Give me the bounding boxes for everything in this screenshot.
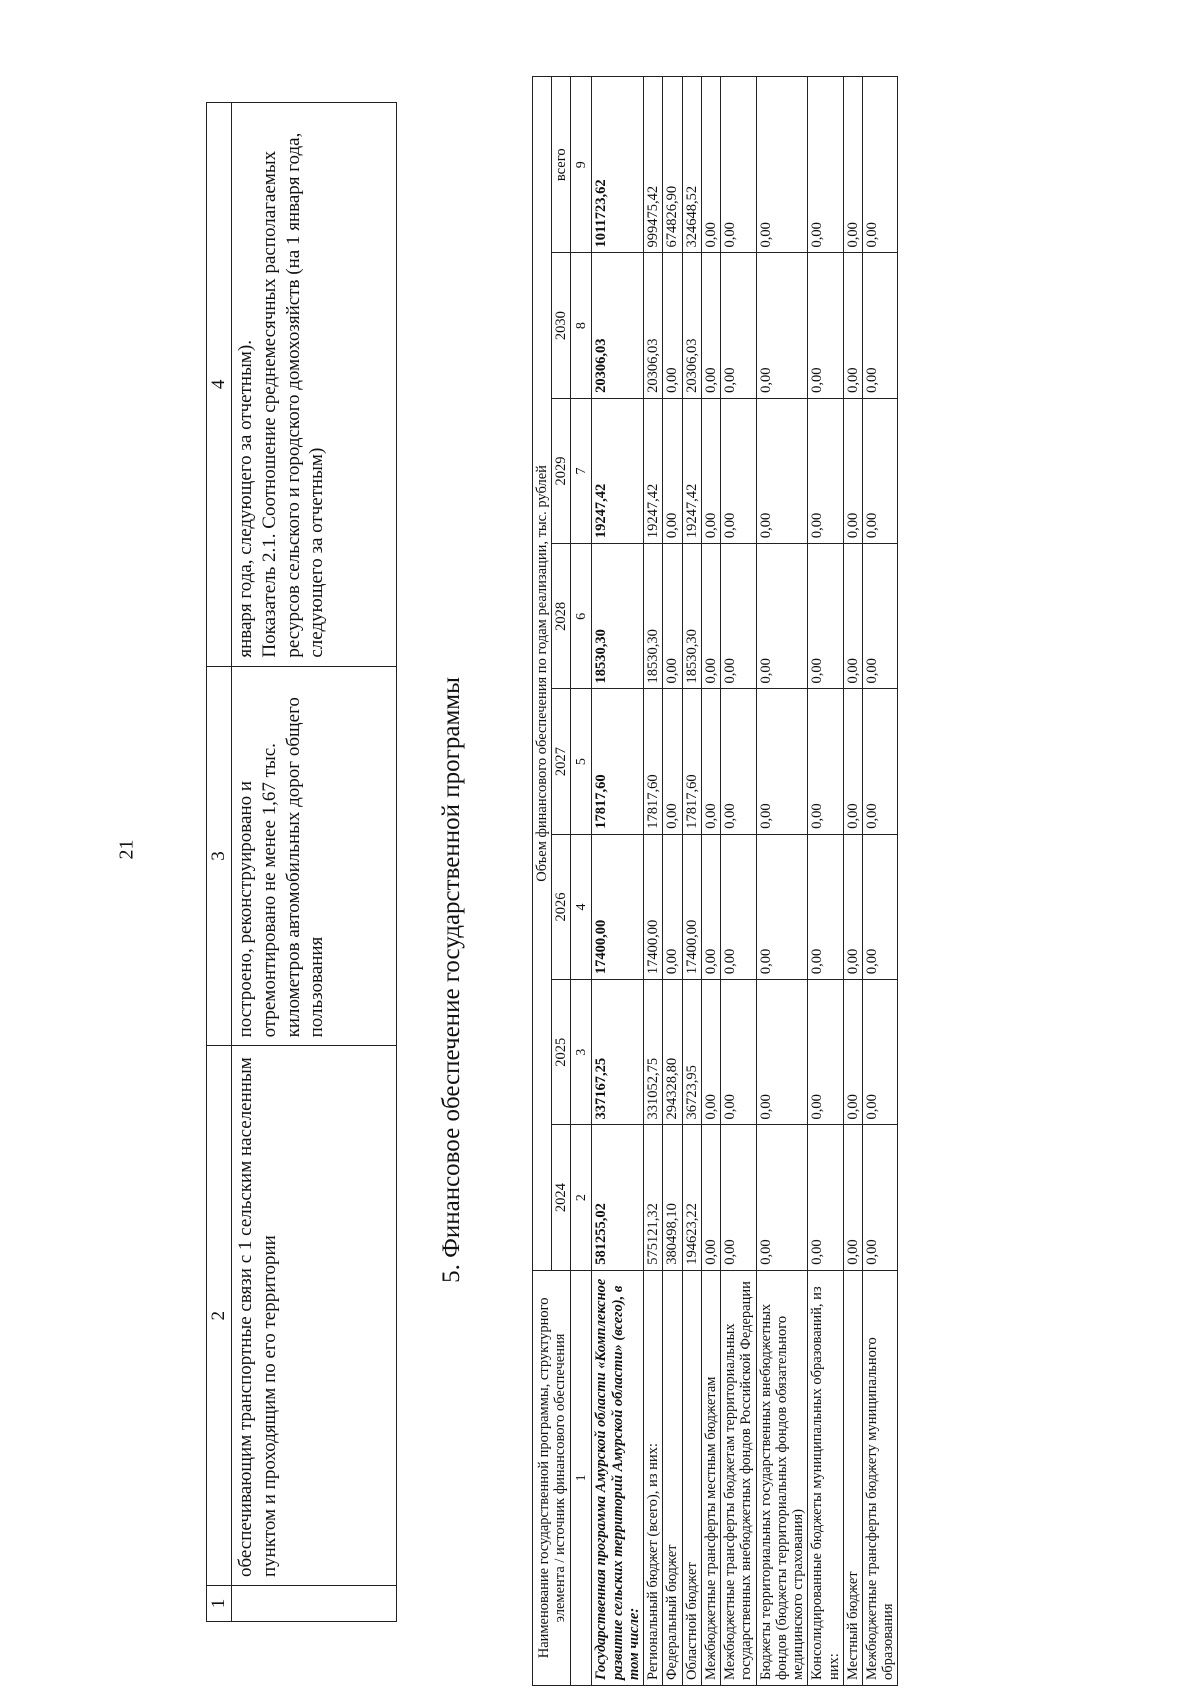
table-row [756, 77, 808, 1686]
source-name: Государственная программа Амурской области «Комплексное развитие сельских территорий Амурской области» (всего), в том числе: [592, 1270, 644, 1685]
table-row [808, 77, 843, 1686]
amount-cell: 36723,95 [682, 980, 701, 1125]
table-row [232, 103, 397, 1622]
section-heading-wrapper [438, 380, 466, 1580]
financing-table [532, 76, 898, 1686]
amount-cell: 1011723,62 [592, 77, 644, 253]
amount-cell: 0,00 [843, 980, 862, 1125]
amount-cell: 19247,42 [592, 398, 644, 543]
amount-cell: 0,00 [862, 689, 897, 834]
source-name: Межбюджетные трансферты бюджетам территориальных государственных внебюджетных фондов Российской Федерации [721, 1270, 756, 1685]
amount-cell: 0,00 [663, 834, 682, 979]
amount-cell: 19247,42 [682, 398, 701, 543]
amount-cell: 0,00 [843, 834, 862, 979]
amount-cell: 0,00 [701, 689, 720, 834]
column-number: 6 [571, 544, 592, 689]
amount-cell: 0,00 [701, 77, 720, 253]
amount-cell: 581255,02 [592, 1125, 644, 1270]
amount-cell: 20306,03 [592, 253, 644, 398]
amount-cell: 999475,42 [644, 77, 663, 253]
amount-cell: 0,00 [721, 1125, 756, 1270]
amount-cell: 0,00 [721, 834, 756, 979]
amount-cell: 0,00 [843, 77, 862, 253]
amount-cell: 0,00 [808, 834, 843, 979]
source-name: Межбюджетные трансферты местным бюджетам [701, 1270, 720, 1685]
amount-cell: 331052,75 [644, 980, 663, 1125]
amount-cell: 0,00 [843, 544, 862, 689]
column-number: 9 [571, 77, 592, 253]
table-row [663, 77, 682, 1686]
year-header: 2024 [552, 1125, 571, 1270]
section-heading: 5. Финансовое обеспечение государственной программы [438, 677, 465, 1283]
amount-cell: 0,00 [843, 689, 862, 834]
amount-cell: 0,00 [862, 544, 897, 689]
cell-result: построено, реконструировано и отремонтировано не менее 1,67 тыс. километров автомобильных дорог общего пользования [232, 666, 397, 1046]
amount-cell: 0,00 [756, 398, 808, 543]
year-header: 2030 [552, 253, 571, 398]
amount-cell: 0,00 [721, 544, 756, 689]
amount-group-header: Объем финансового обеспечения по годам реализации, тыс. рублей [533, 77, 552, 1271]
col-header-4: 4 [207, 103, 232, 667]
amount-cell: 0,00 [756, 1125, 808, 1270]
table-row [701, 77, 720, 1686]
amount-cell: 0,00 [756, 77, 808, 253]
year-header: 2025 [552, 980, 571, 1125]
amount-cell: 0,00 [843, 253, 862, 398]
amount-cell: 0,00 [843, 1125, 862, 1270]
source-name: Региональный бюджет (всего), из них: [644, 1270, 663, 1685]
column-number: 4 [571, 834, 592, 979]
amount-cell: 0,00 [862, 253, 897, 398]
year-header: 2027 [552, 689, 571, 834]
amount-cell: 0,00 [663, 689, 682, 834]
amount-cell: 0,00 [701, 1125, 720, 1270]
amount-cell: 575121,32 [644, 1125, 663, 1270]
amount-cell: 0,00 [808, 253, 843, 398]
column-number: 5 [571, 689, 592, 834]
amount-cell: 17400,00 [682, 834, 701, 979]
amount-cell: 19247,42 [644, 398, 663, 543]
amount-cell: 20306,03 [644, 253, 663, 398]
amount-cell: 0,00 [756, 834, 808, 979]
amount-cell: 0,00 [663, 544, 682, 689]
amount-cell: 0,00 [701, 980, 720, 1125]
table-row [682, 77, 701, 1686]
financing-table-wrapper [532, 76, 898, 1686]
amount-cell: 194623,22 [682, 1125, 701, 1270]
column-number: 8 [571, 253, 592, 398]
source-name: Местный бюджет [843, 1270, 862, 1685]
source-name: Федеральный бюджет [663, 1270, 682, 1685]
source-name: Консолидированные бюджеты муниципальных образований, из них: [808, 1270, 843, 1685]
amount-cell: 0,00 [862, 980, 897, 1125]
table-row [644, 77, 663, 1686]
col-header-1: 1 [207, 1586, 232, 1622]
amount-cell: 0,00 [808, 1125, 843, 1270]
header-row-numbers [571, 77, 592, 1686]
indicator-text-2: Показатель 2.1. Соотношение среднемесячных располагаемых ресурсов сельского и городского домохозяйств (на 1 января года, следующего за отчетным) [258, 132, 328, 658]
amount-cell: 0,00 [862, 1125, 897, 1270]
amount-cell: 0,00 [808, 980, 843, 1125]
amount-cell: 0,00 [721, 77, 756, 253]
year-header: 2029 [552, 398, 571, 543]
amount-cell: 0,00 [663, 253, 682, 398]
name-header: Наименование государственной программы, структурного элемента / источник финансового обеспечения [533, 1270, 571, 1685]
amount-cell: 0,00 [862, 398, 897, 543]
indicator-table [206, 102, 397, 1622]
amount-cell: 0,00 [808, 544, 843, 689]
amount-cell: 0,00 [701, 544, 720, 689]
table-header-row [207, 103, 232, 1622]
amount-cell: 0,00 [756, 980, 808, 1125]
amount-cell: 0,00 [721, 689, 756, 834]
year-header: 2028 [552, 544, 571, 689]
column-number: 2 [571, 1125, 592, 1270]
column-number: 1 [571, 1270, 592, 1685]
year-header: 2026 [552, 834, 571, 979]
column-number: 3 [571, 980, 592, 1125]
amount-cell: 0,00 [721, 398, 756, 543]
column-number: 7 [571, 398, 592, 543]
amount-cell: 17400,00 [644, 834, 663, 979]
header-row-top [533, 77, 552, 1686]
amount-cell: 674826,90 [663, 77, 682, 253]
amount-cell: 0,00 [843, 398, 862, 543]
year-header: всего [552, 77, 571, 253]
col-header-2: 2 [207, 1046, 232, 1586]
cell-indicator [232, 103, 397, 667]
amount-cell: 0,00 [663, 398, 682, 543]
amount-cell: 0,00 [756, 253, 808, 398]
amount-cell: 337167,25 [592, 980, 644, 1125]
amount-cell: 0,00 [756, 689, 808, 834]
source-name: Бюджеты территориальных государственных внебюджетных фондов (бюджеты территориальных фондов обязательного медицинского страхования) [756, 1270, 808, 1685]
top-table-wrapper [206, 102, 397, 1622]
col-header-3: 3 [207, 666, 232, 1046]
source-name: Областной бюджет [682, 1270, 701, 1685]
amount-cell: 0,00 [862, 77, 897, 253]
amount-cell: 17400,00 [592, 834, 644, 979]
table-row [862, 77, 897, 1686]
amount-cell: 380498,10 [663, 1125, 682, 1270]
amount-cell: 17817,60 [682, 689, 701, 834]
amount-cell: 0,00 [862, 834, 897, 979]
amount-cell: 20306,03 [682, 253, 701, 398]
indicator-text-1: января года, следующего за отчетным). [235, 340, 256, 658]
amount-cell: 0,00 [756, 544, 808, 689]
amount-cell: 0,00 [808, 398, 843, 543]
amount-cell: 18530,30 [682, 544, 701, 689]
table-row [843, 77, 862, 1686]
amount-cell: 294328,80 [663, 980, 682, 1125]
table-row [592, 77, 644, 1686]
amount-cell: 0,00 [701, 834, 720, 979]
cell-number [232, 1586, 397, 1622]
source-name: Межбюджетные трансферты бюджету муниципального образования [862, 1270, 897, 1685]
amount-cell: 18530,30 [644, 544, 663, 689]
amount-cell: 0,00 [721, 253, 756, 398]
page-number: 21 [115, 839, 138, 860]
amount-cell: 0,00 [721, 980, 756, 1125]
amount-cell: 0,00 [808, 77, 843, 253]
amount-cell: 0,00 [701, 253, 720, 398]
amount-cell: 18530,30 [592, 544, 644, 689]
table-row [721, 77, 756, 1686]
amount-cell: 0,00 [701, 398, 720, 543]
amount-cell: 324648,52 [682, 77, 701, 253]
amount-cell: 17817,60 [644, 689, 663, 834]
amount-cell: 0,00 [808, 689, 843, 834]
amount-cell: 17817,60 [592, 689, 644, 834]
cell-description: обеспечивающим транспортные связи с 1 сельским населенным пунктом и проходящим по его территории [232, 1046, 397, 1586]
